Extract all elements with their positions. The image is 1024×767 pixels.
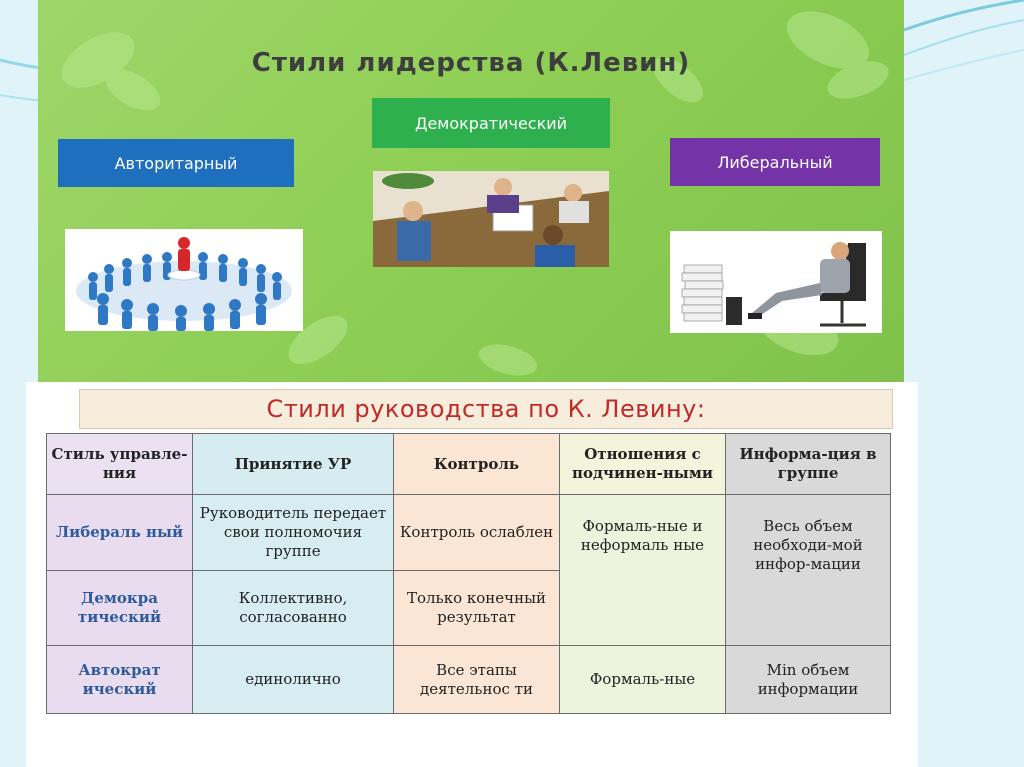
decision-cell: Коллективно, согласованно — [193, 571, 394, 646]
slide-title: Стили лидерства (К.Левин) — [251, 48, 691, 78]
lewin-leadership-table — [46, 433, 891, 714]
information-cell: Min объем информации — [726, 646, 891, 714]
crowd-around-leader-image — [65, 229, 303, 331]
row-style-label: Автократ ический — [47, 646, 193, 714]
row-style-label: Демокра тический — [47, 571, 193, 646]
relations-cell: Формаль-ные — [560, 646, 726, 714]
democratic-style-label: Демократический — [372, 98, 610, 148]
liberal-style-label: Либеральный — [670, 138, 880, 186]
information-merged-cell: Весь объем необходи-мой инфор-мации — [726, 495, 891, 646]
leadership-table-section — [26, 382, 918, 767]
table-row — [47, 495, 891, 571]
header-control: Контроль — [394, 434, 560, 495]
relaxed-manager-image — [670, 231, 882, 333]
decision-cell: единолично — [193, 646, 394, 714]
header-style: Стиль управле-ния — [47, 434, 193, 495]
header-decision: Принятие УР — [193, 434, 394, 495]
team-meeting-image — [373, 171, 609, 267]
header-information: Информа-ция в группе — [726, 434, 891, 495]
table-title: Стили руководства по К. Левину: — [79, 389, 893, 429]
decision-cell: Руководитель передает свои полномочия группе — [193, 495, 394, 571]
control-cell: Контроль ослаблен — [394, 495, 560, 571]
control-cell: Только конечный результат — [394, 571, 560, 646]
control-cell: Все этапы деятельнос ти — [394, 646, 560, 714]
authoritarian-style-label: Авторитарный — [58, 139, 294, 187]
relations-merged-cell: Формаль-ные и неформаль ные — [560, 495, 726, 646]
table-header-row — [47, 434, 891, 495]
table-row — [47, 646, 891, 714]
header-relations: Отношения с подчинен-ными — [560, 434, 726, 495]
row-style-label: Либераль ный — [47, 495, 193, 571]
leadership-styles-slide — [38, 0, 904, 382]
